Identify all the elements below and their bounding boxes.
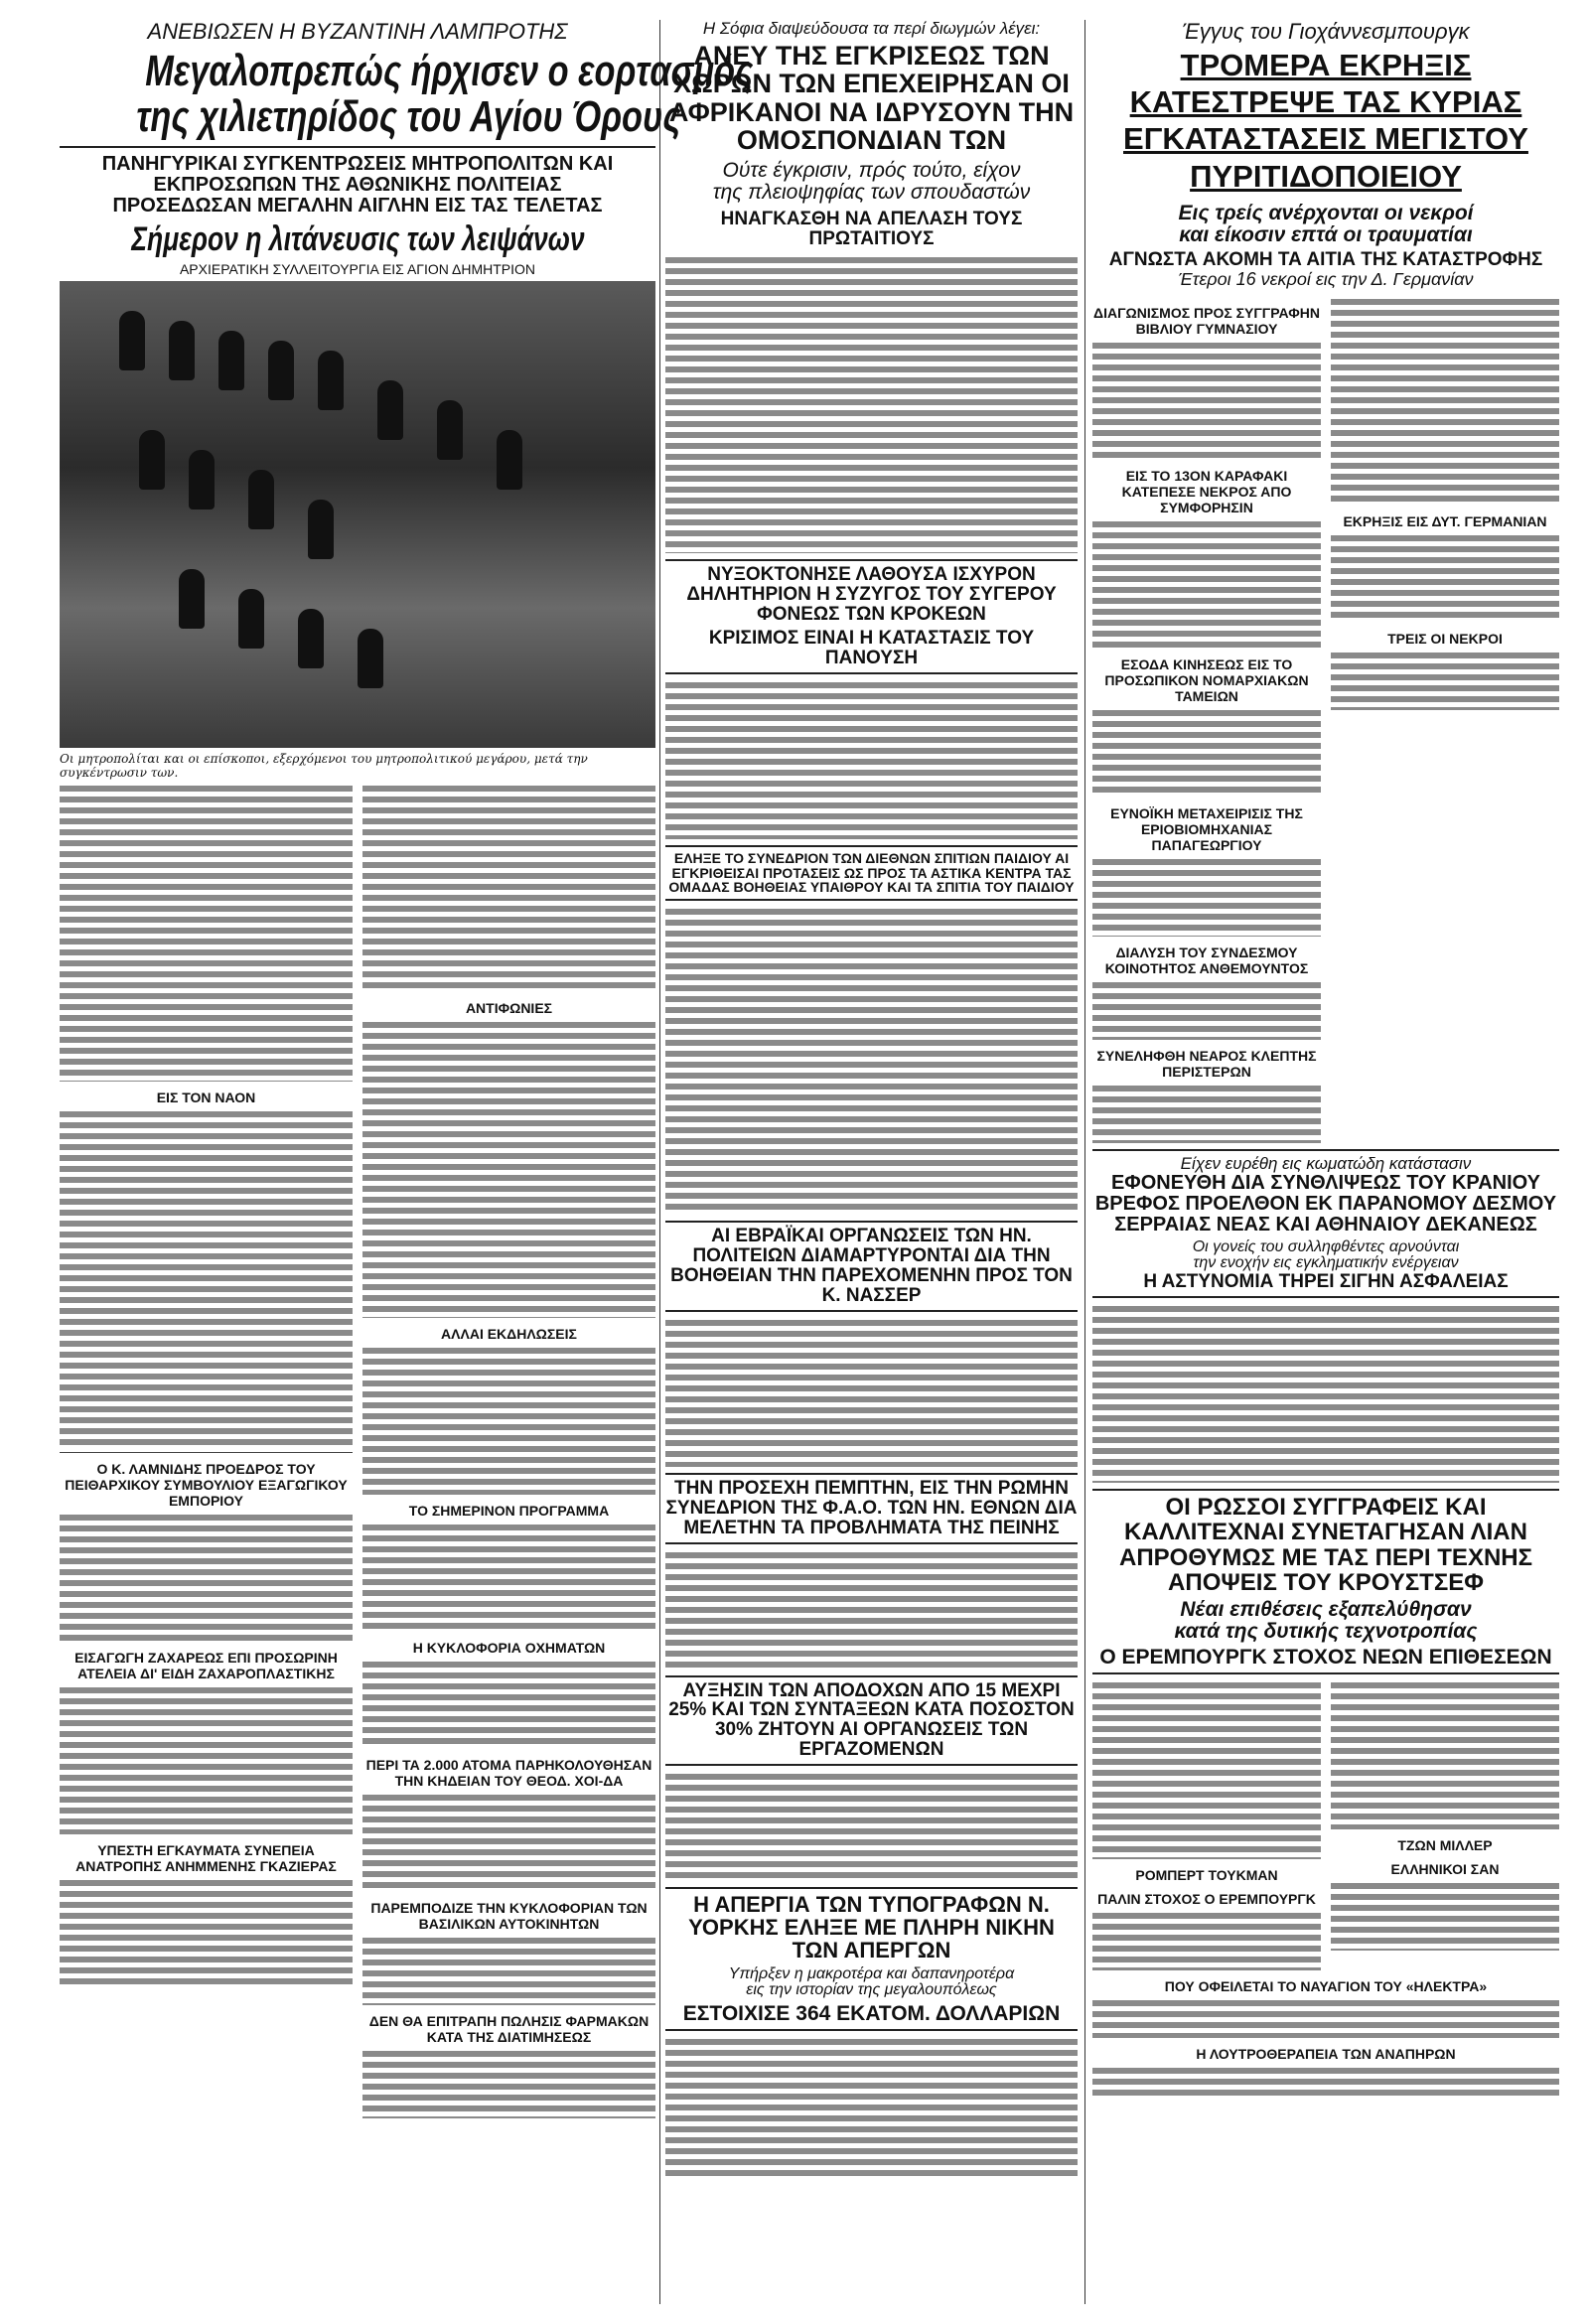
story-headline: ΠΕΡΙ ΤΑ 2.000 ΑΤΟΜΑ ΠΑΡΗΚΟΛΟΥΘΗΣΑΝ ΤΗΝ ΚΗΔΕΙΑΝ ΤΟΥ ΘΕΟΔ. ΧΟΙ-ΔΑ [365, 1756, 652, 1789]
story-headline: ΕΙΣ ΤΟ 13ΟΝ ΚΑΡΑΦΑΚΙ ΚΑΤΕΠΕΣΕ ΝΕΚΡΟΣ ΑΠΟ ΣΥΜΦΟΡΗΣΙΝ [1121, 467, 1292, 515]
section-heading: ΕΙΣ ΤΟΝ ΝΑΟΝ [156, 1089, 256, 1105]
photo [60, 281, 655, 748]
story-headline: ΠΑΡΕΜΠΟΔΙΖΕ ΤΗΝ ΚΥΚΛΟΦΟΡΙΑΝ ΤΩΝ ΒΑΣΙΛΙΚΩΝ ΑΥΤΟΚΙΝΗΤΩΝ [370, 1899, 648, 1932]
column-right [1092, 20, 1559, 2096]
column-rule [1084, 20, 1085, 2304]
story-headline: ΝΥΞΟΚΤΟΝΗΣΕ ΛΑΘΟΥΣΑ ΙΣΧΥΡΟΝ ΔΗΛΗΤΗΡΙΟΝ Η ΣΥΖΥΓΟΣ ΤΟΥ ΣΥΓΕΡΟΥ ΦΟΝΕΩΣ ΤΩΝ ΚΡΟΚΕΩΝ [686, 564, 1057, 626]
story-headline: Η ΛΟΥΤΡΟΘΕΡΑΠΕΙΑ ΤΩΝ ΑΝΑΠΗΡΩΝ [1196, 2046, 1456, 2063]
story-headline: Η ΑΠΕΡΓΙΑ ΤΩΝ ΤΥΠΟΓΡΑΦΩΝ Ν. ΥΟΡΚΗΣ ΕΛΗΞΕ ΜΕ ΠΛΗΡΗ ΝΙΚΗΝ ΤΩΝ ΑΠΕΡΓΩΝ [688, 1892, 1055, 1963]
subhead: ΚΡΙΣΙΜΟΣ ΕΙΝΑΙ Η ΚΑΤΑΣΤΑΣΙΣ ΤΟΥ ΠΑΝΟΥΣΗ [708, 628, 1035, 668]
story-headline: ΤΗΝ ΠΡΟΣΕΧΗ ΠΕΜΠΤΗΝ, ΕΙΣ ΤΗΝ ΡΩΜΗΝ ΣΥΝΕΔΡΙΟΝ ΤΗΣ Φ.Α.Ο. ΤΩΝ ΗΝ. ΕΘΝΩΝ ΔΙΑ ΜΕΛΕΤΗΝ ΤΑ ΠΡΟΒΛΗΜΑΤΑ ΤΗΣ ΠΕΙΝΗΣ [665, 1477, 1078, 1538]
subhead: εις την ιστορίαν της μεγαλουπόλεως [746, 1981, 997, 1999]
byline: ΤΖΩΝ ΜΙΛΛΕΡ [1397, 1837, 1493, 1854]
subhead: Έτεροι 16 νεκροί εις την Δ. Γερμανίαν [1178, 268, 1474, 289]
section-heading: ΑΝΤΙΦΩΝΙΕΣ [465, 999, 553, 1016]
column-left [60, 19, 754, 2118]
subhead: και είκοσιν επτά οι τραυματίαι [1179, 222, 1473, 246]
kicker: ΑΝΕΒΙΩΣΕΝ Η ΒΥΖΑΝΤΙΝΗ ΛΑΜΠΡΟΤΗΣ [147, 19, 568, 44]
subhead: ΑΡΧΙΕΡΑΤΙΚΗ ΣΥΛΛΕΙΤΟΥΡΓΙΑ ΕΙΣ ΑΓΙΟΝ ΔΗΜΗΤΡΙΟΝ [179, 261, 536, 278]
story-headline: ΕΦΟΝΕΥΘΗ ΔΙΑ ΣΥΝΘΛΙΨΕΩΣ ΤΟΥ ΚΡΑΝΙΟΥ ΒΡΕΦΟΣ ΠΡΟΕΛΘΟΝ ΕΚ ΠΑΡΑΝΟΜΟΥ ΔΕΣΜΟΥ ΣΕΡΡΑΙΑΣ ΝΕΑΣ ΚΑΙ ΑΘΗΝΑΙΟΥ ΔΕΚΑΝΕΩΣ [1094, 1171, 1557, 1235]
subhead: Ούτε έγκρισιν, πρός τούτο, είχον [722, 159, 1021, 183]
kicker: Είχεν ευρέθη εις κωματώδη κατάστασιν [1180, 1153, 1472, 1173]
headline: Σήμερον η λιτάνευσις των λειψάνων [130, 220, 585, 259]
headline: ΑΝΕΥ ΤΗΣ ΕΓΚΡΙΣΕΩΣ ΤΩΝ ΧΩΡΩΝ ΤΩΝ ΕΠΕΧΕΙΡΗΣΑΝ ΟΙ ΑΦΡΙΚΑΝΟΙ ΝΑ ΙΔΡΥΣΟΥΝ ΤΗΝ ΟΜΟΣΠΟΝΔΙΑΝ ΤΩΝ [668, 40, 1075, 155]
byline: ΡΟΜΠΕΡΤ ΤΟΥΚΜΑΝ [1135, 1867, 1278, 1884]
photo-caption: Οι μητροπολίται και οι επίσκοποι, εξερχόμενοι του μητροπολιτικού μεγάρου, μετά την συγκέντρωσιν των. [60, 751, 588, 780]
story-headline: ΕΥΝΟΪΚΗ ΜΕΤΑΧΕΙΡΙΣΙΣ ΤΗΣ ΕΡΙΟΒΙΟΜΗΧΑΝΙΑΣ ΠΑΠΑΓΕΩΡΓΙΟΥ [1110, 804, 1303, 853]
subhead: Υπήρξεν η μακροτέρα και δαπανηροτέρα [728, 1964, 1015, 1982]
story-headline: ΑΙ ΕΒΡΑΪΚΑΙ ΟΡΓΑΝΩΣΕΙΣ ΤΩΝ ΗΝ. ΠΟΛΙΤΕΙΩΝ ΔΙΑΜΑΡΤΥΡΟΝΤΑΙ ΔΙΑ ΤΗΝ ΒΟΗΘΕΙΑΝ ΤΗΝ ΠΑΡΕΧΟΜΕΝΗΝ ΠΡΟΣ ΤΟΝ Κ. ΝΑΣΣΕΡ [670, 1225, 1073, 1306]
story-headline: ΠΟΥ ΟΦΕΙΛΕΤΑΙ ΤΟ ΝΑΥΑΓΙΟΝ ΤΟΥ «ΗΛΕΚΤΡΑ» [1164, 1978, 1488, 1995]
column-middle [665, 20, 1078, 2176]
subhead: ΗΝΑΓΚΑΣΘΗ ΝΑ ΑΠΕΛΑΣΗ ΤΟΥΣ ΠΡΩΤΑΙΤΙΟΥΣ [720, 209, 1023, 250]
subhead: Η ΑΣΤΥΝΟΜΙΑ ΤΗΡΕΙ ΣΙΓΗΝ ΑΣΦΑΛΕΙΑΣ [1143, 1271, 1509, 1293]
subhead: ΑΓΝΩΣΤΑ ΑΚΟΜΗ ΤΑ ΑΙΤΙΑ ΤΗΣ ΚΑΤΑΣΤΡΟΦΗΣ [1108, 248, 1543, 270]
column-rule [659, 20, 660, 2304]
subhead: Νέαι επιθέσεις εξαπελύθησαν [1180, 1597, 1472, 1621]
kicker: Η Σόφια διαψεύδουσα τα περί διωγμών λέγει: [702, 19, 1041, 38]
kicker: Έγγυς του Γιοχάννεσμπουργκ [1182, 19, 1470, 44]
story-headline: ΠΑΛΙΝ ΣΤΟΧΟΣ Ο ΕΡΕΜΠΟΥΡΓΚ [1097, 1891, 1316, 1908]
story-headline: ΟΙ ΡΩΣΣΟΙ ΣΥΓΓΡΑΦΕΙΣ ΚΑΙ ΚΑΛΛΙΤΕΧΝΑΙ ΣΥΝΕΤΑΓΗΣΑΝ ΛΙΑΝ ΑΠΡΟΘΥΜΩΣ ΜΕ ΤΑΣ ΠΕΡΙ ΤΕΧΝΗΣ ΑΠΟΨΕΙΣ ΤΟΥ ΚΡΟΥΣΤΣΕΦ [1118, 1494, 1533, 1596]
story-headline: ΥΠΕΣΤΗ ΕΓΚΑΥΜΑΤΑ ΣΥΝΕΠΕΙΑ ΑΝΑΤΡΟΠΗΣ ΑΝΗΜΜΕΝΗΣ ΓΚΑΖΙΕΡΑΣ [75, 1841, 337, 1874]
story-headline: ΣΥΝΕΛΗΦΘΗ ΝΕΑΡΟΣ ΚΛΕΠΤΗΣ ΠΕΡΙΣΤΕΡΩΝ [1096, 1047, 1317, 1080]
story-headline: ΤΡΕΙΣ ΟΙ ΝΕΚΡΟΙ [1387, 630, 1503, 647]
subhead: την ενοχήν εις εγκληματικήν ενέργειαν [1193, 1254, 1459, 1272]
story-headline: Ο Κ. ΛΑΜΝΙΔΗΣ ΠΡΟΕΔΡΟΣ ΤΟΥ ΠΕΙΘΑΡΧΙΚΟΥ ΣΥΜΒΟΥΛΙΟΥ ΕΞΑΓΩΓΙΚΟΥ ΕΜΠΟΡΙΟΥ [65, 1460, 348, 1509]
section-heading: Η ΚΥΚΛΟΦΟΡΙΑ ΟΧΗΜΑΤΩΝ [412, 1639, 606, 1656]
subhead: της πλειοψηφίας των σπουδαστών [712, 181, 1031, 205]
subhead: Οι γονείς του συλληφθέντες αρνούνται [1192, 1237, 1460, 1255]
story-headline: ΕΛΗΞΕ ΤΟ ΣΥΝΕΔΡΙΟΝ ΤΩΝ ΔΙΕΘΝΩΝ ΣΠΙΤΙΩΝ ΠΑΙΔΙΟΥ ΑΙ ΕΓΚΡΙΘΕΙΣΑΙ ΠΡΟΤΑΣΕΙΣ ΩΣ ΠΡΟΣ ΤΑ ΑΣΤΙΚΑ ΚΕΝΤΡΑ ΤΑΣ ΟΜΑΔΑΣ ΒΟΗΘΕΙΑΣ ΥΠΑΙΘΡΟΥ ΚΑΙ ΤΑ ΣΠΙΤΙΑ ΤΟΥ ΠΑΙΔΙΟΥ [668, 849, 1075, 896]
story-headline: ΕΙΣΑΓΩΓΗ ΖΑΧΑΡΕΩΣ ΕΠΙ ΠΡΟΣΩΡΙΝΗ ΑΤΕΛΕΙΑ ΔΙ' ΕΙΔΗ ΖΑΧΑΡΟΠΛΑΣΤΙΚΗΣ [74, 1649, 338, 1681]
subhead: ΕΣΤΟΙΧΙΣΕ 364 ΕΚΑΤΟΜ. ΔΟΛΛΑΡΙΩΝ [682, 2002, 1061, 2026]
subhead: ΠΑΝΗΓΥΡΙΚΑΙ ΣΥΓΚΕΝΤΡΩΣΕΙΣ ΜΗΤΡΟΠΟΛΙΤΩΝ ΚΑΙ ΕΚΠΡΟΣΩΠΩΝ ΤΗΣ ΑΘΩΝΙΚΗΣ ΠΟΛΙΤΕΙΑΣ ΠΡΟΣΕΔΩΣΑΝ ΜΕΓΑΛΗΝ ΑΙΓΛΗΝ ΕΙΣ ΤΑΣ ΤΕΛΕΤΑΣ [101, 153, 614, 218]
subhead: Ο ΕΡΕΜΠΟΥΡΓΚ ΣΤΟΧΟΣ ΝΕΩΝ ΕΠΙΘΕΣΕΩΝ [1099, 1645, 1552, 1669]
story-headline: ΕΚΡΗΞΙΣ ΕΙΣ ΔΥΤ. ΓΕΡΜΑΝΙΑΝ [1343, 512, 1547, 529]
section-heading: ΕΛΛΗΝΙΚΟΙ ΣΑΝ [1390, 1861, 1500, 1878]
story-headline: ΔΙΑΓΩΝΙΣΜΟΣ ΠΡΟΣ ΣΥΓΓΡΑΦΗΝ ΒΙΒΛΙΟΥ ΓΥΜΝΑΣΙΟΥ [1093, 304, 1320, 337]
subhead: κατά της δυτικής τεχνοτροπίας [1174, 1619, 1478, 1643]
section-heading: ΑΛΛΑΙ ΕΚΔΗΛΩΣΕΙΣ [441, 1325, 577, 1342]
headline: της χιλιετηρίδος του Αγίου Όρους [136, 92, 681, 142]
section-heading: ΤΟ ΣΗΜΕΡΙΝΟΝ ΠΡΟΓΡΑΜΜΑ [408, 1502, 610, 1519]
story-headline: ΔΙΑΛΥΣΗ ΤΟΥ ΣΥΝΔΕΣΜΟΥ ΚΟΙΝΟΤΗΤΟΣ ΑΝΘΕΜΟΥΝΤΟΣ [1104, 944, 1309, 976]
headline: Μεγαλοπρεπώς ήρχισεν ο εορτασμός [145, 47, 754, 96]
story-headline: ΔΕΝ ΘΑ ΕΠΙΤΡΑΠΗ ΠΩΛΗΣΙΣ ΦΑΡΜΑΚΩΝ ΚΑΤΑ ΤΗΣ ΔΙΑΤΙΜΗΣΕΩΣ [368, 2012, 650, 2045]
headline: ΤΡΟΜΕΡΑ ΕΚΡΗΞΙΣ ΚΑΤΕΣΤΡΕΨΕ ΤΑΣ ΚΥΡΙΑΣ ΕΓΚΑΤΑΣΤΑΣΕΙΣ ΜΕΓΙΣΤΟΥ ΠΥΡΙΤΙΔΟΠΟΙΕΙΟΥ [1123, 48, 1528, 194]
story-headline: ΑΥΞΗΣΙΝ ΤΩΝ ΑΠΟΔΟΧΩΝ ΑΠΟ 15 ΜΕΧΡΙ 25% ΚΑΙ ΤΩΝ ΣΥΝΤΑΞΕΩΝ ΚΑΤΑ ΠΟΣΟΣΤΟΝ 30% ΖΗΤΟΥΝ ΑΙ ΟΡΓΑΝΩΣΕΙΣ ΤΩΝ ΕΡΓΑΖΟΜΕΝΩΝ [668, 1679, 1075, 1761]
subhead: Εις τρείς ανέρχονται οι νεκροί [1178, 201, 1474, 224]
story-headline: ΕΣΟΔΑ ΚΙΝΗΣΕΩΣ ΕΙΣ ΤΟ ΠΡΟΣΩΠΙΚΟΝ ΝΟΜΑΡΧΙΑΚΩΝ ΤΑΜΕΙΩΝ [1104, 655, 1309, 704]
